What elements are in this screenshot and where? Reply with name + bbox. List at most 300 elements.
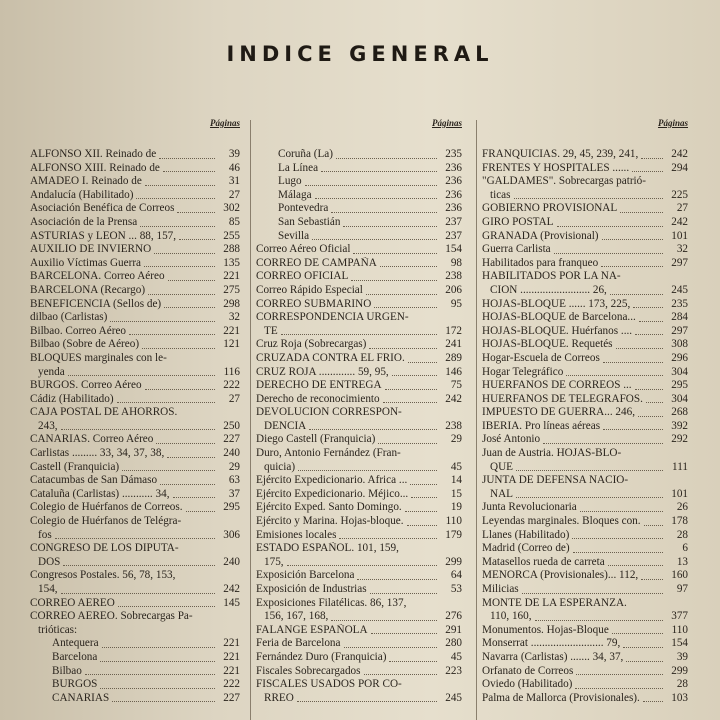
index-entry [482,433,688,447]
entry-label: Ejército Expedicionario. Africa ... [256,474,408,487]
page-number: 255 [223,229,240,242]
dot-leader [408,362,437,363]
dot-leader [405,511,437,512]
index-entry [482,678,688,692]
entry-label: Ejército Exped. Santo Domingo. [256,501,402,514]
index-entry [482,406,688,420]
dot-leader [321,171,437,172]
index-entry [256,175,462,189]
dot-leader [167,457,215,458]
page-number: 15 [450,487,462,500]
index-entry [256,230,462,244]
dot-leader [378,443,437,444]
page-number: 306 [223,528,240,541]
dot-leader [85,674,215,675]
page-number: 146 [445,365,462,378]
dot-leader [364,674,438,675]
dot-leader [566,375,663,376]
index-entry [256,637,462,651]
entry-label: Oviedo (Habilitado) [482,678,573,691]
dot-leader [331,620,437,621]
entry-label: FALANGE ESPAÑOLA [256,623,368,636]
dot-leader [179,239,215,240]
page-number: 296 [671,351,688,364]
index-entry [256,311,462,325]
index-entry [30,692,240,706]
entry-label: Orfanato de Correos [482,664,574,677]
index-entry [482,692,688,706]
index-entry [30,651,240,665]
index-entry [482,148,688,162]
dot-leader [641,579,663,580]
entry-label: Exposiciones Filatélicas. 86, 137, [256,596,407,609]
entry-label: Ejército y Marina. Hojas-bloque. [256,515,404,528]
entry-label: Guerra Carlista [482,243,551,256]
index-entry [30,202,240,216]
index-entry [30,352,240,366]
dot-leader [580,511,663,512]
page-number: 250 [223,419,240,432]
index-entry [482,284,688,298]
page-number: 28 [676,678,688,691]
index-entry [482,529,688,543]
index-entry [482,610,688,624]
entry-label: Monumentos. Hojas-Bloque [482,623,609,636]
index-entry [256,162,462,176]
dot-leader [353,253,437,254]
index-entry [30,148,240,162]
page-number: 19 [450,501,462,514]
page-number: 236 [445,175,462,188]
entry-label: FISCALES USADOS POR CO- [256,678,402,691]
dot-leader [344,647,438,648]
index-entry [30,488,240,502]
entry-label: dilbao (Carlistas) [30,311,108,324]
entry-label: CORRESPONDENCIA URGEN- [256,311,409,324]
page-number: 238 [445,270,462,283]
dot-leader [122,470,215,471]
page-number: 26 [676,501,688,514]
entry-label: Diego Castell (Franquicia) [256,433,376,446]
index-entry [482,257,688,271]
entry-label: Antequera [52,637,99,650]
dot-leader [164,307,215,308]
index-entry [256,338,462,352]
entry-label: Llanes (Habilitado) [482,528,570,541]
index-entry [482,447,688,461]
dot-leader [608,565,663,566]
entry-label: MONTE DE LA ESPERANZA. [482,596,627,609]
dot-leader [177,212,215,213]
dot-leader [336,158,437,159]
page-number: 32 [676,243,688,256]
entry-label: ticas [490,188,511,201]
dot-leader [514,198,663,199]
entry-label: 156, 167, 168, [264,610,329,623]
page-number: 240 [223,447,240,460]
entry-label: BURGOS [52,678,98,691]
index-entry [30,678,240,692]
dot-leader [118,606,215,607]
entry-label: CORREO SUBMARINO [256,297,372,310]
entry-label: CRUZADA CONTRA EL FRIO. [256,351,405,364]
page-number: 97 [676,583,688,595]
entry-label: Duro, Antonio Fernández (Fran- [256,447,401,460]
index-entry [30,406,240,420]
dot-leader [357,579,437,580]
page-number: 299 [445,555,462,568]
page-number: 392 [671,419,688,432]
page-number: 245 [445,691,462,704]
index-entry [482,393,688,407]
entry-label: CORREO OFICIAL [256,270,349,283]
index-entry [30,501,240,515]
entry-label: RREO [264,691,294,704]
page-number: 280 [445,637,462,650]
entry-label: CRUZ ROJA ............. 59, 95, [256,365,389,378]
dot-leader [572,538,663,539]
index-entry [256,325,462,339]
page-number: 240 [223,555,240,568]
page-number: 116 [223,365,240,378]
page-number: 236 [445,161,462,174]
entry-label: MENORCA (Provisionales)... 112, [482,569,639,582]
dot-leader [110,321,215,322]
entry-label: BURGOS. Correo Aéreo [30,379,142,392]
page-number: 221 [223,637,240,650]
index-entry [482,488,688,502]
page-number: 28 [676,528,688,541]
index-entry [30,542,240,556]
index-entry [482,597,688,611]
dot-leader [623,647,663,648]
index-entry [256,216,462,230]
page-number: 75 [450,379,462,392]
dot-leader [351,280,437,281]
dot-leader [616,348,663,349]
page-title: INDICE GENERAL [226,42,494,66]
dot-leader [142,348,215,349]
dot-leader [281,334,437,335]
dot-leader [641,158,663,159]
entry-label: GRANADA (Provisional) [482,229,599,242]
page-number: 39 [676,650,688,663]
entry-label: Colegio de Huérfanos de Telégra- [30,515,182,528]
index-entry [30,284,240,298]
entry-label: Habilitados para franqueo [482,256,599,269]
index-entry [482,624,688,638]
entry-label: Monserrat .......................... 79, [482,637,621,650]
dot-leader [575,688,663,689]
entry-label: fos [38,528,52,541]
entry-label: GOBIERNO PROVISIONAL [482,202,618,215]
entry-label: Fiscales Sobrecargados [256,664,361,677]
page-number: 288 [223,243,240,256]
entry-label: quicia) [264,460,296,473]
index-entry [482,243,688,257]
dot-leader [612,633,663,634]
page-number: 294 [671,161,688,174]
entry-label: HUERFANOS DE CORREOS ... [482,379,632,392]
dot-leader [603,362,663,363]
index-entry [30,474,240,488]
dot-leader [100,688,215,689]
page-number: 295 [223,501,240,514]
dot-leader [374,307,437,308]
entry-label: CANARIAS. Correo Aéreo [30,433,154,446]
dot-leader [601,266,663,267]
index-entry [30,393,240,407]
entry-label: Bilbao. Correo Aéreo [30,324,126,337]
page-number: 242 [671,148,688,160]
dot-leader [144,266,215,267]
index-entry [482,665,688,679]
dot-leader [610,294,663,295]
page-number: 154 [671,637,688,650]
dot-leader [63,565,215,566]
dot-leader [315,198,437,199]
page-number: 235 [671,297,688,310]
index-list [256,148,462,705]
page-number: 32 [228,311,240,324]
index-entry [30,230,240,244]
index-entry [256,529,462,543]
entry-label: IBERIA. Pro líneas aéreas [482,419,601,432]
dot-leader [635,334,663,335]
index-entry [482,379,688,393]
entry-label: Palma de Mallorca (Provisionales). [482,691,640,704]
index-entry [30,311,240,325]
index-entry [256,692,462,706]
dot-leader [635,389,663,390]
index-list [482,148,688,705]
dot-leader [145,185,215,186]
entry-label: 175, [264,555,284,568]
dot-leader [163,171,215,172]
page-number: 14 [450,474,462,487]
page-number: 292 [671,433,688,446]
index-entry [256,366,462,380]
entry-label: Carlistas ......... 33, 34, 37, 38, [30,447,165,460]
dot-leader [369,348,437,349]
index-entry [30,366,240,380]
index-entry [256,393,462,407]
index-entry [482,338,688,352]
page-number: 160 [671,569,688,582]
entry-label: FRANQUICIAS. 29, 45, 239, 241, [482,148,639,160]
index-entry [482,298,688,312]
entry-label: HUERFANOS DE TELEGRAFOS. [482,392,643,405]
page-number: 308 [671,338,688,351]
page-number: 63 [228,474,240,487]
page-number: 53 [450,583,462,595]
dot-leader [61,429,215,430]
entry-label: ALFONSO XIII. Reinado de [30,161,160,174]
page-number: 268 [671,406,688,419]
page-number: 221 [223,650,240,663]
entry-label: Catacumbas de San Dámaso [30,474,158,487]
entry-label: Matasellos rueda de carreta [482,555,605,568]
page-number: 236 [445,188,462,201]
index-entry [30,243,240,257]
entry-label: Correo Aéreo Oficial [256,243,351,256]
index-entry [482,352,688,366]
index-entry [256,433,462,447]
entry-label: CORREO DE CAMPAÑA [256,256,377,269]
dot-leader [573,552,663,553]
dot-leader [392,375,437,376]
page-number: 45 [450,650,462,663]
entry-label: Madrid (Correo de) [482,542,570,555]
entry-label: ALFONSO XII. Reinado de [30,148,157,160]
index-entry [482,230,688,244]
page-number: 39 [228,148,240,160]
page-number: 237 [445,215,462,228]
entry-label: HOJAS-BLOQUE. Huérfanos .... [482,324,633,337]
entry-label: Asociación Benéfica de Correos [30,202,175,215]
entry-label: Fernández Duro (Franquicia) [256,650,387,663]
index-entry [256,284,462,298]
entry-label: BENEFICENCIA (Sellos de) [30,297,162,310]
entry-label: Exposición Barcelona [256,569,355,582]
entry-label: Derecho de reconocimiento [256,392,380,405]
index-entry [30,624,240,638]
page-number: 145 [223,596,240,609]
dot-leader [516,470,663,471]
page-number: 299 [671,664,688,677]
entry-label: "GALDAMES". Sobrecargas patrió- [482,175,646,188]
page-number: 223 [445,664,462,677]
dot-leader [633,307,663,308]
index-entry [482,474,688,488]
dot-leader [129,334,215,335]
dot-leader [543,443,663,444]
page-number: 45 [450,460,462,473]
index-entry [30,338,240,352]
dot-leader [632,171,663,172]
index-entry [482,270,688,284]
entry-label: CONGRESO DE LOS DIPUTA- [30,542,179,555]
entry-label: Correo Rápido Especial [256,283,363,296]
index-entry [482,651,688,665]
index-entry [482,556,688,570]
page-number: 37 [228,487,240,500]
dot-leader [331,212,437,213]
index-entry [256,542,462,556]
index-entry [256,243,462,257]
column-divider [250,120,251,720]
page-number: 238 [445,419,462,432]
page-number: 27 [228,392,240,405]
page-number: 236 [445,202,462,215]
page-number: 206 [445,283,462,296]
page-number: 101 [671,229,688,242]
page-number: 135 [223,256,240,269]
dot-leader [160,484,215,485]
index-entry [256,298,462,312]
index-entry [256,406,462,420]
index-entry [256,202,462,216]
page-number: 172 [445,324,462,337]
index-entry [30,583,240,597]
page-number: 110 [445,515,462,528]
pages-header: Páginas [657,118,688,128]
page-number: 235 [445,148,462,160]
dot-leader [535,620,663,621]
entry-label: Juan de Austria. HOJAS-BLO- [482,447,622,460]
entry-label: ESTADO ESPAÑOL. 101, 159, [256,542,399,555]
index-entry [256,420,462,434]
dot-leader [305,185,437,186]
dot-leader [522,593,663,594]
dot-leader [343,226,437,227]
page-number: 154 [445,243,462,256]
page-number: 242 [671,215,688,228]
dot-leader [287,565,437,566]
entry-label: Sevilla [278,229,310,242]
dot-leader [186,511,215,512]
entry-label: Bilbao [52,664,82,677]
index-entry [30,665,240,679]
index-entry [30,189,240,203]
dot-leader [557,226,663,227]
dot-leader [102,647,215,648]
index-entry [256,597,462,611]
entry-label: Málaga [278,188,312,201]
entry-label: HOJAS-BLOQUE. Requetés [482,338,613,351]
index-entry [30,162,240,176]
entry-label: Junta Revolucionaria [482,501,577,514]
entry-label: AUXILIO DE INVIERNO [30,243,152,256]
page-number: 27 [228,188,240,201]
page-number: 377 [671,610,688,623]
dot-leader [554,253,663,254]
entry-label: La Línea [278,161,319,174]
page-number: 297 [671,256,688,269]
page-number: 85 [228,215,240,228]
page-number: 121 [223,338,240,351]
index-entry [30,529,240,543]
entry-label: Congresos Postales. 56, 78, 153, [30,569,176,582]
entry-label: 154, [38,583,58,595]
index-entry [482,162,688,176]
dot-leader [370,593,437,594]
index-entry [482,583,688,597]
index-entry [482,366,688,380]
entry-label: Cruz Roja (Sobrecargas) [256,338,367,351]
dot-leader [309,429,437,430]
entry-label: NAL [490,487,513,500]
entry-label: GIRO POSTAL [482,215,554,228]
entry-label: Navarra (Carlistas) ....... 34, 37, [482,650,624,663]
entry-label: IMPUESTO DE GUERRA... 246, [482,406,636,419]
dot-leader [156,443,215,444]
index-entry [482,311,688,325]
dot-leader [298,470,437,471]
column-divider [476,120,477,720]
entry-label: HOJAS-BLOQUE de Barcelona... [482,311,636,324]
page-number: 245 [671,283,688,296]
dot-leader [410,484,437,485]
page-number: 13 [676,555,688,568]
entry-label: AMADEO I. Reinado de [30,175,142,188]
page-number: 221 [223,324,240,337]
entry-label: trióticas: [38,623,78,636]
entry-label: BARCELONA. Correo Aéreo [30,270,165,283]
page-number: 221 [223,664,240,677]
entry-label: Cataluña (Carlistas) ........... 34, [30,487,170,500]
page-number: 222 [223,379,240,392]
